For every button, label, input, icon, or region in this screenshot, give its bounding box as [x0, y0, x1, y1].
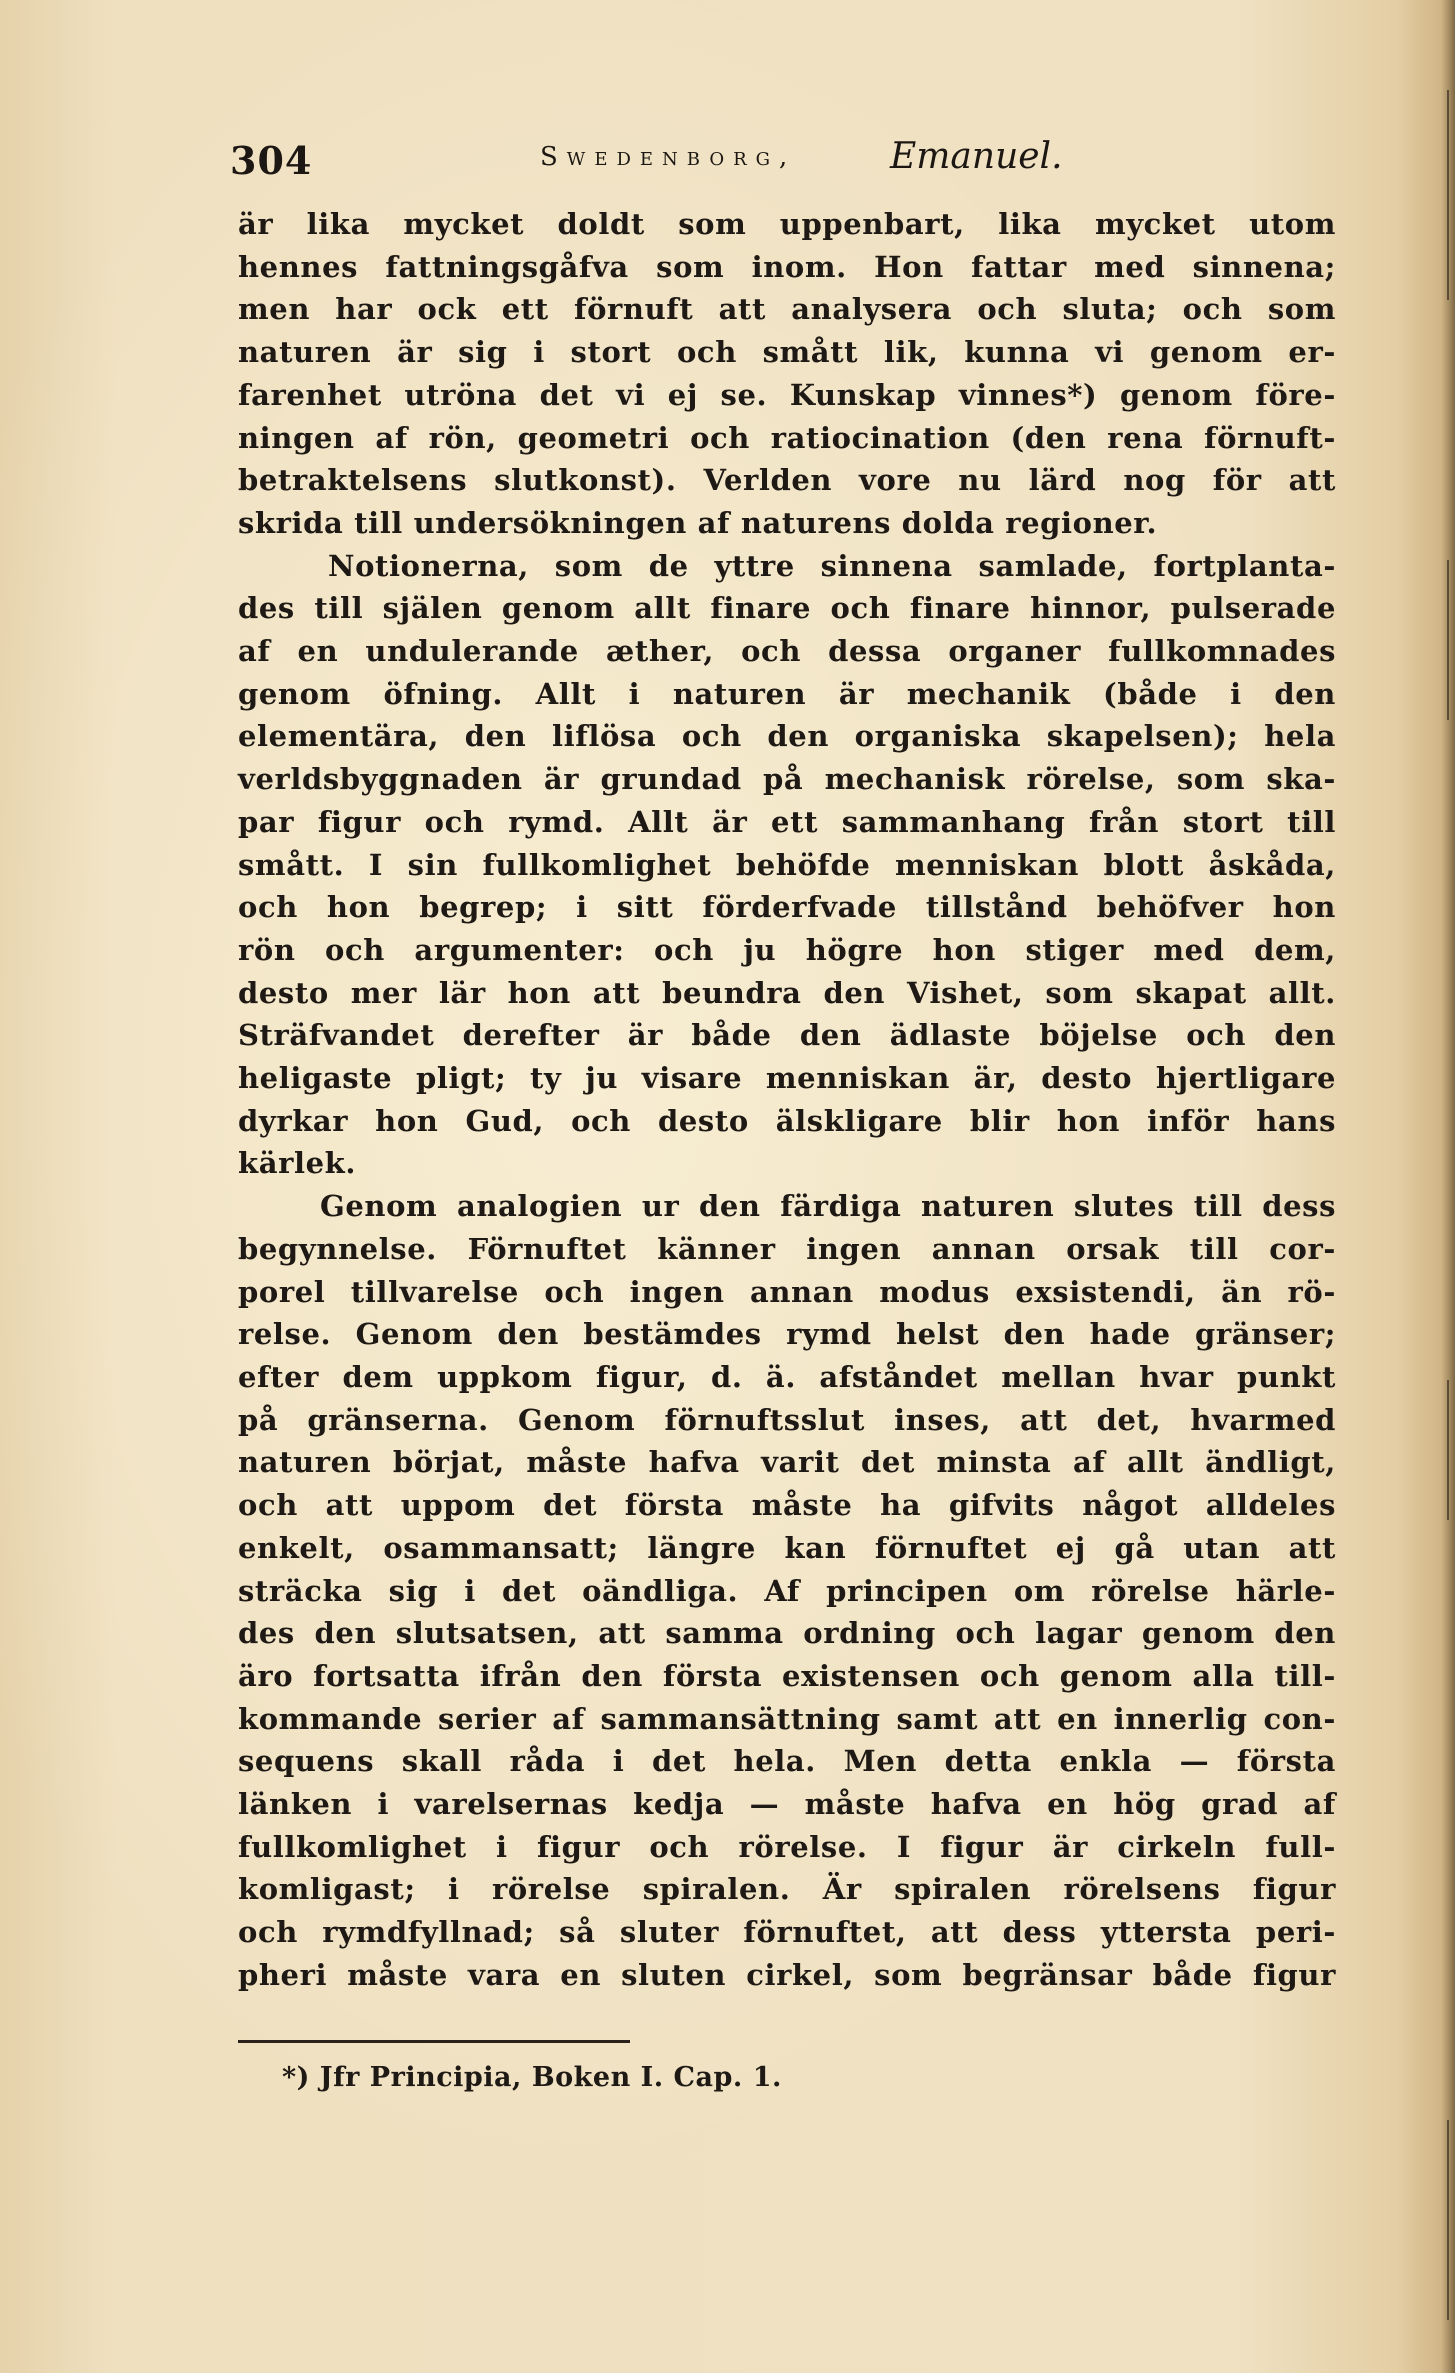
page-edge-line [1447, 560, 1449, 720]
text-line: heligaste pligt; ty ju visare menniskan är, desto hjertligare [238, 1061, 1336, 1096]
text-line: men har ock ett förnuft att analysera och sluta; och som [238, 292, 1336, 327]
text-line: des den slutsatsen, att samma ordning och lagar genom den [238, 1616, 1336, 1651]
running-head-surname: Swedenborg, [540, 142, 797, 172]
text-line: farenhet utröna det vi ej se. Kunskap vinnes*) genom före- [238, 377, 1336, 412]
text-line: genom öfning. Allt i naturen är mechanik (både i den [238, 676, 1336, 711]
page-edge-line [1447, 90, 1449, 300]
footnote-rule [238, 2040, 630, 2043]
text-line: äro fortsatta ifrån den första existensen och genom alla till- [238, 1658, 1336, 1693]
text-line: sequens skall råda i det hela. Men detta enkla — första [238, 1744, 1336, 1779]
text-line: och rymdfyllnad; så sluter förnuftet, att dess yttersta peri- [238, 1915, 1336, 1950]
text-line: begynnelse. Förnuftet känner ingen annan orsak till cor- [238, 1231, 1336, 1266]
text-line: relse. Genom den bestämdes rymd helst den hade gränser; [238, 1317, 1336, 1352]
text-line: Notionerna, som de yttre sinnena samlade, fortplanta- [328, 548, 1336, 583]
page-number: 304 [230, 138, 313, 183]
text-line: skrida till undersökningen af naturens dolda regioner. [238, 505, 1158, 540]
text-line: desto mer lär hon att beundra den Vishet, som skapat allt. [238, 975, 1336, 1010]
text-line: betraktelsens slutkonst). Verlden vore nu lärd nog för att [238, 463, 1336, 498]
text-line: är lika mycket doldt som uppenbart, lika mycket utom [238, 207, 1336, 241]
page-edge-shadow [1441, 0, 1455, 2373]
text-line: naturen är sig i stort och smått lik, kunna vi genom er- [238, 335, 1336, 370]
text-line: länken i varelsernas kedja — måste hafva en hög grad af [238, 1787, 1336, 1822]
text-line: och hon begrep; i sitt förderfvade tillstånd behöfver hon [238, 890, 1336, 925]
text-line: pheri måste vara en sluten cirkel, som begränsar både figur [238, 1957, 1336, 1992]
text-line: Sträfvandet derefter är både den ädlaste böjelse och den [238, 1018, 1336, 1053]
text-line: smått. I sin fullkomlighet behöfde menniskan blott åskåda, [238, 847, 1336, 882]
text-line: Genom analogien ur den färdiga naturen slutes till dess [320, 1189, 1336, 1224]
text-line: och att uppom det första måste ha gifvits något alldeles [238, 1488, 1336, 1523]
running-head-forename: Emanuel. [890, 136, 1063, 177]
text-line: komligast; i rörelse spiralen. Är spiralen rörelsens figur [238, 1872, 1336, 1907]
footnote: *) Jfr Principia, Boken I. Cap. 1. [282, 2062, 782, 2093]
text-line: på gränserna. Genom förnuftsslut inses, att det, hvarmed [238, 1402, 1336, 1437]
text-line: porel tillvarelse och ingen annan modus exsistendi, än rö- [238, 1274, 1336, 1309]
text-line: elementära, den liflösa och den organiska skapelsen); hela [238, 719, 1336, 754]
text-line: fullkomlighet i figur och rörelse. I figur är cirkeln full- [238, 1829, 1336, 1864]
page-edge-line [1447, 2120, 1449, 2320]
text-line: dyrkar hon Gud, och desto älskligare blir hon inför hans [238, 1103, 1336, 1138]
text-line: ningen af rön, geometri och ratiocination (den rena förnuft- [238, 420, 1336, 455]
body-text [238, 203, 1336, 1997]
text-line: efter dem uppkom figur, d. ä. afståndet mellan hvar punkt [238, 1359, 1336, 1394]
text-line: sträcka sig i det oändliga. Af principen om rörelse härle- [238, 1573, 1336, 1608]
page-header [230, 138, 1230, 182]
text-line: af en undulerande æther, och dessa organer fullkomnades [238, 634, 1336, 669]
page-edge-line [1447, 1380, 1449, 1520]
text-line: hennes fattningsgåfva som inom. Hon fattar med sinnena; [238, 249, 1336, 284]
text-line: rön och argumenter: och ju högre hon stiger med dem, [238, 932, 1336, 967]
text-line: verldsbyggnaden är grundad på mechanisk rörelse, som ska- [238, 762, 1336, 797]
text-line: kärlek. [238, 1146, 357, 1181]
text-line: naturen börjat, måste hafva varit det minsta af allt ändligt, [238, 1445, 1336, 1480]
paragraph-2 [238, 545, 1336, 1186]
text-line: enkelt, osammansatt; längre kan förnuftet ej gå utan att [238, 1530, 1336, 1565]
text-line: des till själen genom allt finare och finare hinnor, pulserade [238, 591, 1336, 626]
paragraph-1 [238, 203, 1336, 545]
paragraph-3 [238, 1185, 1336, 1996]
text-line: kommande serier af sammansättning samt att en innerlig con- [238, 1701, 1336, 1736]
text-line: par figur och rymd. Allt är ett sammanhang från stort till [238, 804, 1336, 839]
